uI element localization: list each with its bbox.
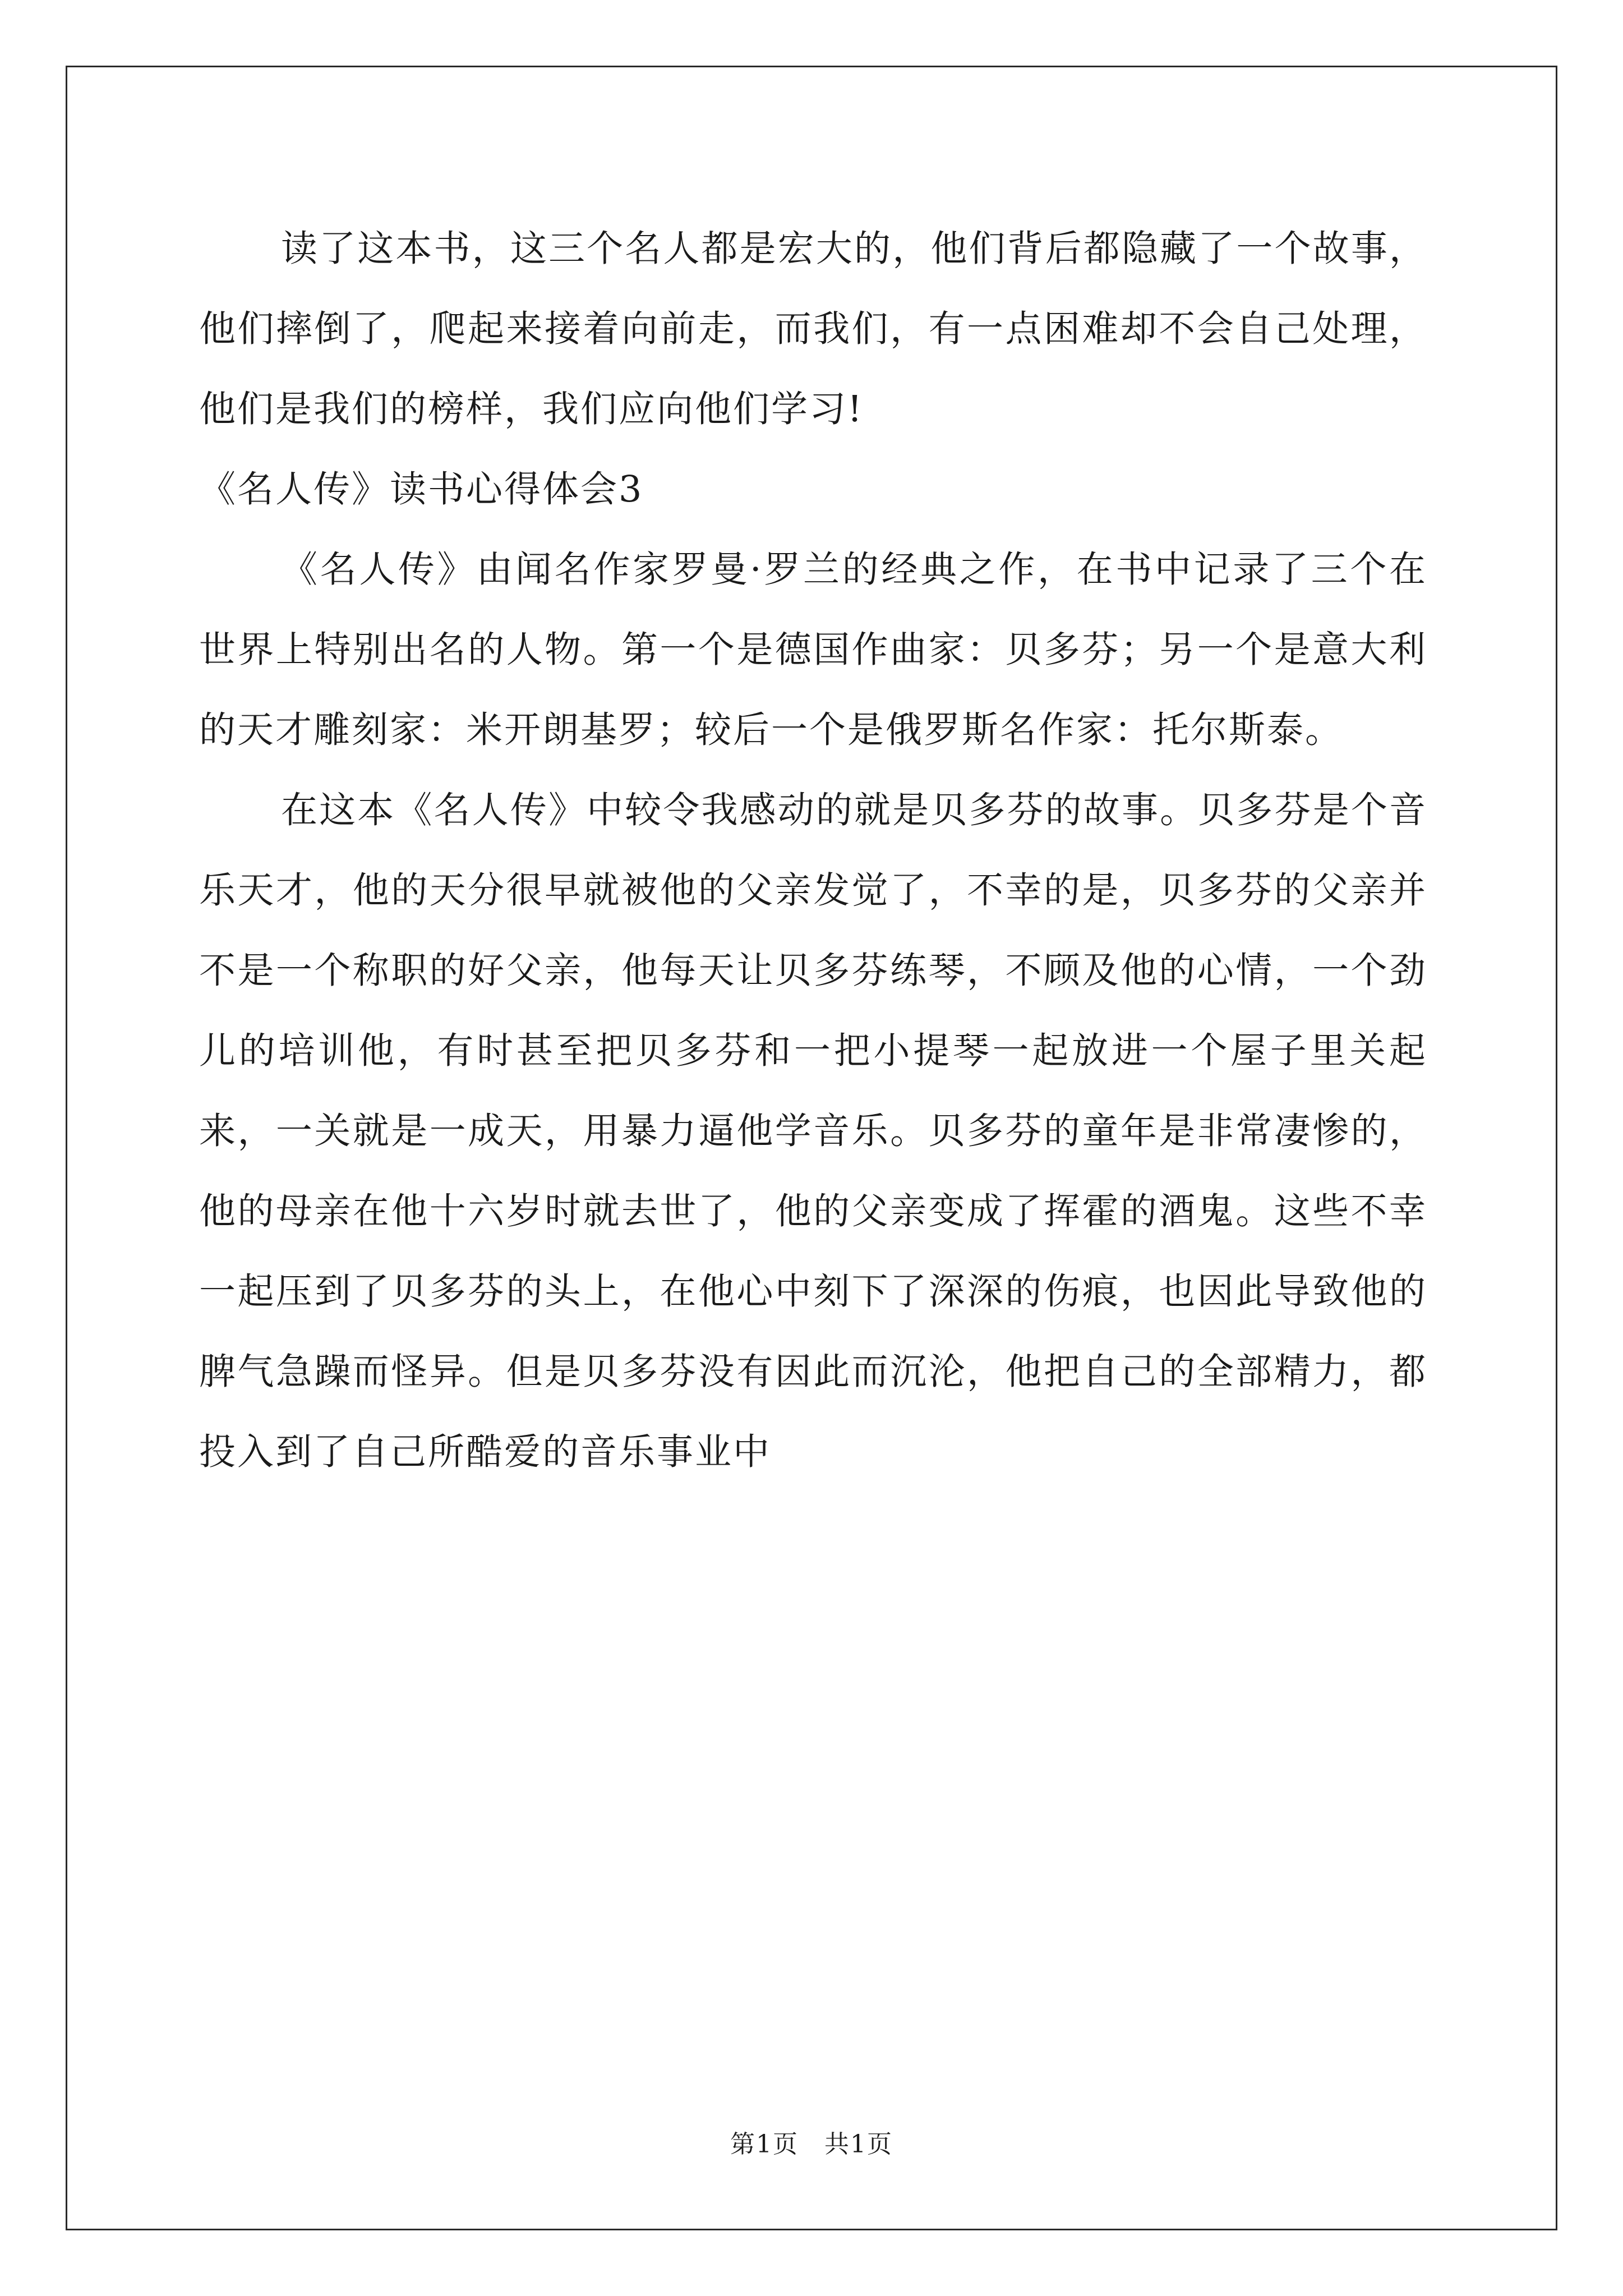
section-heading: 《名人传》读书心得体会3 (199, 468, 644, 510)
page-footer: 第1页 共1页 (730, 2130, 893, 2159)
document-body (199, 209, 1427, 1492)
paragraph-beethoven: 在这本《名人传》中较令我感动的就是贝多芬的故事。贝多芬是个音乐天才，他的天分很早就被他的父亲发觉了，不幸的是，贝多芬的父亲并不是一个称职的好父亲，他每天让贝多芬练琴，不顾及他的心情，一个劲儿的培训他，有时甚至把贝多芬和一把小提琴一起放进一个屋子里关起来，一关就是一成天，用暴力逼他学音乐。贝多芬的童年是非常凄惨的，他的母亲在他十六岁时就去世了，他的父亲变成了挥霍的酒鬼。这些不幸一起压到了贝多芬的头上，在他心中刻下了深深的伤痕，也因此导致他的脾气急躁而怪异。但是贝多芬没有因此而沉沦，他把自己的全部精力，都投入到了自己所酷爱的音乐事业中 (199, 789, 1427, 1473)
paragraph-conclusion: 读了这本书，这三个名人都是宏大的，他们背后都隐藏了一个故事，他们摔倒了，爬起来接着向前走，而我们，有一点困难却不会自己处理，他们是我们的榜样，我们应向他们学习! (199, 228, 1427, 430)
paragraph-intro: 《名人传》由闻名作家罗曼·罗兰的经典之作，在书中记录了三个在世界上特别出名的人物。第一个是德国作曲家：贝多芬；另一个是意大利的天才雕刻家：米开朗基罗；较后一个是俄罗斯名作家：托尔斯泰。 (199, 549, 1427, 751)
